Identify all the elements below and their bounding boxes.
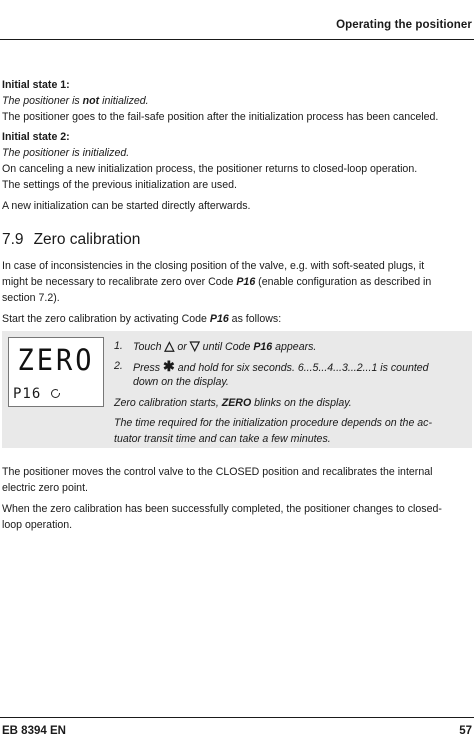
section-heading xyxy=(2,230,140,250)
restart-note: A new initialization can be started directly afterwards. xyxy=(2,200,251,212)
state2-body-line1: On canceling a new initialization process, the positioner returns to closed-loop operation. xyxy=(2,163,418,175)
document-number: EB 8394 EN xyxy=(2,725,66,737)
step-2: 2. Press ✱ and hold for six seconds. 6...5...4...3...2...1 is counted xyxy=(114,358,429,374)
down-arrow-icon: ▽ xyxy=(189,338,200,353)
step-1: 1. Touch △ or ▽ until Code P16 appears. xyxy=(114,338,317,353)
duration-note-line1: The time required for the initialization procedure depends on the ac- xyxy=(114,417,432,429)
state2-heading: Initial state 2: xyxy=(2,131,70,143)
state1-heading: Initial state 1: xyxy=(2,79,70,91)
intro-line2: might be necessary to recalibrate zero over Code P16 (enable configuration as described in xyxy=(2,276,432,288)
rotation-icon xyxy=(51,389,60,398)
section-title: Zero calibration xyxy=(33,231,141,248)
result-line1: The positioner moves the control valve to the CLOSED position and recalibrates the internal xyxy=(2,466,433,478)
up-arrow-icon: △ xyxy=(164,338,175,353)
asterisk-key-icon: ✱ xyxy=(163,358,175,374)
state2-description: The positioner is initialized. xyxy=(2,147,130,159)
page-number: 57 xyxy=(459,725,472,737)
state1-description: The positioner is not initialized. xyxy=(2,95,149,107)
lcd-code-text: P16 xyxy=(13,386,42,402)
step-2-continued: down on the display. xyxy=(133,376,229,388)
start-instruction: Start the zero calibration by activating Code P16 as follows: xyxy=(2,313,282,325)
completion-line1: When the zero calibration has been successfully completed, the positioner changes to closed- xyxy=(2,503,442,515)
state2-body-line2: The settings of the previous initialization are used. xyxy=(2,179,237,191)
state1-body: The positioner goes to the fail-safe position after the initialization process has been canceled. xyxy=(2,111,439,123)
completion-line2: loop operation. xyxy=(2,519,73,531)
header-divider xyxy=(0,39,474,40)
duration-note-line2: tuator transit time and can take a few minutes. xyxy=(114,433,331,445)
lcd-display xyxy=(8,337,104,407)
running-header: Operating the positioner xyxy=(336,19,472,31)
intro-line1: In case of inconsistencies in the closing position of the valve, e.g. with soft-seated plugs, it xyxy=(2,260,425,272)
lcd-main-text: ZERO xyxy=(17,343,95,378)
result-line2: electric zero point. xyxy=(2,482,88,494)
intro-line3: section 7.2). xyxy=(2,292,60,304)
section-number: 7.9 xyxy=(2,231,24,248)
footer-divider xyxy=(0,717,474,718)
zero-start-note: Zero calibration starts, ZERO blinks on the display. xyxy=(114,397,352,409)
